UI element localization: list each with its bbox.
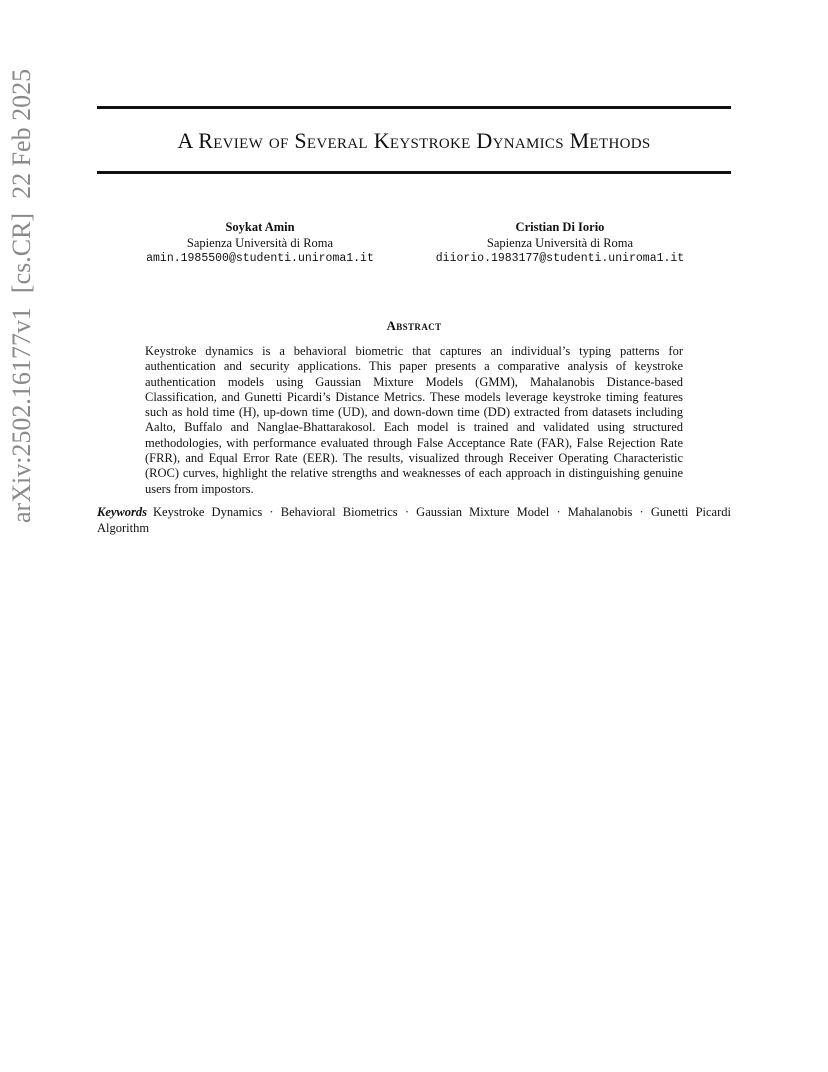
author-affiliation: Sapienza Università di Roma xyxy=(186,236,334,250)
arxiv-id: arXiv:2502.16177v1 xyxy=(7,307,36,523)
arxiv-date: 22 Feb 2025 xyxy=(7,68,36,199)
arxiv-identifier-stamp xyxy=(2,43,42,523)
author-email: diiorio.1983177@studenti.uniroma1.it xyxy=(435,252,685,265)
keywords-label: Keywords xyxy=(97,505,147,519)
title-rule-bottom xyxy=(97,171,731,174)
arxiv-category: [cs.CR] xyxy=(7,212,36,294)
author-affiliation: Sapienza Università di Roma xyxy=(486,236,634,250)
keywords-section xyxy=(97,505,731,536)
abstract-heading: Abstract xyxy=(386,318,442,333)
author-name: Soykat Amin xyxy=(225,220,295,234)
author-block xyxy=(425,219,695,267)
abstract-body: Keystroke dynamics is a behavioral biometric that captures an individual’s typing patterns for authentication and security applications. This paper presents a comparative analysis of keystroke authentication models using Gaussian Mixture Models (GMM), Mahalanobis Distance-based Classification, and Gunetti Picardi’s Distance Metrics. These models leverage keystroke timing features such as hold time (H), up-down time (UD), and down-down time (DD) extracted from datasets including Aalto, Buffalo and Nanglae-Bhattarakosol. Each model is trained and validated using structured methodologies, with performance evaluated through False Acceptance Rate (FAR), False Rejection Rate (FRR), and Equal Error Rate (EER). The results, visualized through Receiver Operating Characteristic (ROC) curves, highlight the relative strengths and weaknesses of each approach in distinguishing genuine users from impostors. xyxy=(145,344,683,496)
keywords-list: Keystroke Dynamics · Behavioral Biometrics · Gaussian Mixture Model · Mahalanobis · Gunetti Picardi Algorithm xyxy=(97,505,731,535)
title-rule-top xyxy=(97,106,731,109)
author-block xyxy=(130,219,390,267)
author-email: amin.1985500@studenti.uniroma1.it xyxy=(146,252,374,265)
paper-title: A Review of Several Keystroke Dynamics Methods xyxy=(177,128,651,153)
author-name: Cristian Di Iorio xyxy=(515,220,605,234)
